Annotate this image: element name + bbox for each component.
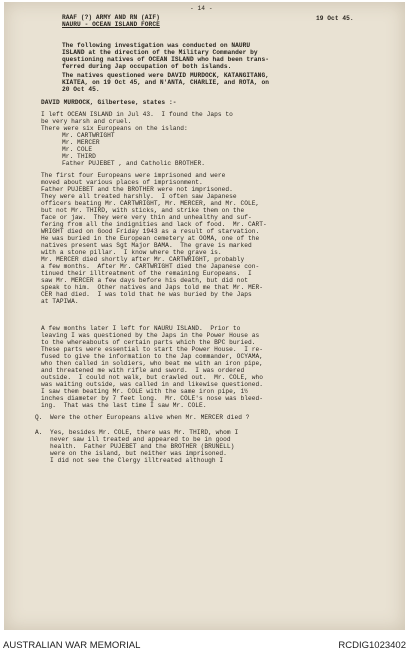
header-force: NAURU - OCEAN ISLAND FORCE — [62, 21, 160, 28]
p2-line: They were all treated harshly. I often saw Japanese — [41, 193, 237, 200]
q1-line: Q. Were the other Europeans alive when Mr. MERCER died ? — [35, 414, 250, 421]
p4-line: These parts were essential to start the Power House. I re- — [41, 346, 264, 353]
page-number: - 14 - — [190, 5, 213, 12]
a1-line: I did not see the Clergy illtreated although I — [35, 457, 224, 464]
p4-line: A few months later I left for NAURU ISLAND. Prior to — [41, 325, 241, 332]
p1-line: be very harsh and cruel. — [41, 118, 132, 125]
p4-line: ing. That was the last time I saw Mr. COLE. — [41, 402, 207, 409]
europeans-line: Mr. CARTWRIGHT — [62, 132, 115, 139]
p2-line: He was buried in the European cemetery at OOMA, one of the — [41, 235, 260, 242]
p4-line: who then called in soldiers, who beat me with an iron pipe, — [41, 360, 264, 367]
p2-line: officers beating Mr. CARTWRIGHT, Mr. MERCER, and Mr. COLE, — [41, 200, 260, 207]
p3-line: tinued their illtreatment of the remaining Europeans. I — [41, 270, 252, 277]
intro2-line: The natives questioned were DAVID MURDOCK, KATANGITANG, — [62, 72, 269, 79]
header-unit: RAAF (?) ARMY AND RN (AIF) — [62, 14, 160, 21]
witness-heading-line: DAVID MURDOCK, Gilbertese, states :- — [41, 99, 177, 106]
a1-line: were on the island, but neither was imprisoned. — [35, 450, 227, 457]
a1-line: A. Yes, besides Mr. COLE, there was Mr. THIRD, whom I — [35, 429, 239, 436]
europeans-line: Mr. THIRD — [62, 153, 96, 160]
p2-line: face or jaw. They were very thin and unhealthy and suf- — [41, 214, 252, 221]
europeans-line: Father PUJEBET , and Catholic BROTHER. — [62, 160, 205, 167]
p2-line: moved about various places of imprisonment. — [41, 179, 203, 186]
intro2-line: KIATEA, on 19 Oct 45, and N'ANTA, CHARLIE, and ROTA, on — [62, 79, 269, 86]
intro1-line: The following investigation was conducted on NAURU — [62, 42, 251, 49]
p4-line: leaving I was questioned by the Japs in the Power House as — [41, 332, 260, 339]
europeans-line: Mr. COLE — [62, 146, 93, 153]
p4-line: to the whereabouts of certain parts which the BPC buried. — [41, 339, 256, 346]
intro1-line: ISLAND at the direction of the Military Commander by — [62, 49, 258, 56]
intro1-line: questioning natives of OCEAN ISLAND who had been trans- — [62, 56, 269, 63]
p2-line: but not Mr. THIRD, with sticks, and strike them on the — [41, 207, 245, 214]
footer-id: RCDIG1023402 — [338, 640, 406, 651]
p4-line: and threatened me with rifle and sword. I was ordered — [41, 367, 245, 374]
p2-line: Father PUJEBET and the BROTHER were not imprisoned. — [41, 186, 233, 193]
europeans-line: Mr. MERCER — [62, 139, 100, 146]
p3-line: Mr. MERCER died shortly after Mr. CARTWRIGHT, probably — [41, 256, 245, 263]
p2-line: with a stone pillar. I know where the grave is. — [41, 249, 222, 256]
intro1-line: ferred during Jap occupation of both islands. — [62, 63, 232, 70]
p4-line: outside. I could not walk, but crawled out. Mr. COLE, who — [41, 374, 264, 381]
p1-line: I left OCEAN ISLAND in Jul 43. I found the Japs to — [41, 111, 233, 118]
p2-line: natives present was Sgt Major BAMA. The grave is marked — [41, 242, 252, 249]
p2-line: WRIGHT died on Good Friday 1943 as a result of starvation. — [41, 228, 260, 235]
p3-line: speak to him. Other natives and Japs told me that Mr. MER- — [41, 284, 264, 291]
p1-line: There were six Europeans on the island: — [41, 125, 188, 132]
document-page — [4, 2, 405, 630]
p3-line: at TAPIWA. — [41, 298, 79, 305]
p4-line: was waiting outside, was called in and likewise questioned. — [41, 381, 264, 388]
archive-footer — [0, 634, 409, 654]
footer-source: AUSTRALIAN WAR MEMORIAL — [3, 640, 141, 651]
p3-line: a few months. After Mr. CARTWRIGHT died the Japanese con- — [41, 263, 260, 270]
p4-line: I saw them beating Mr. COLE with the same iron pipe, 1½ — [41, 388, 248, 395]
p3-line: CER had died. I was told that he was buried by the Japs — [41, 291, 252, 298]
p3-line: saw Mr. MERCER a few days before his death, but did not — [41, 277, 248, 284]
p2-line: The first four Europeans were imprisoned and were — [41, 172, 226, 179]
p4-line: fused to give the information to the Jap commander, OCYAMA, — [41, 353, 264, 360]
intro2-line: 20 Oct 45. — [62, 86, 100, 93]
a1-line: never saw ill treated and appeared to be in good — [35, 436, 231, 443]
header-date: 19 Oct 45. — [316, 15, 354, 22]
p2-line: fering from all the indignities and lack of food. Mr. CART- — [41, 221, 267, 228]
p4-line: inches diameter by 7 feet long. Mr. COLE's nose was bleed- — [41, 395, 264, 402]
a1-line: health. Father PUJEBET and the BROTHER (BRUNELL) — [35, 443, 235, 450]
